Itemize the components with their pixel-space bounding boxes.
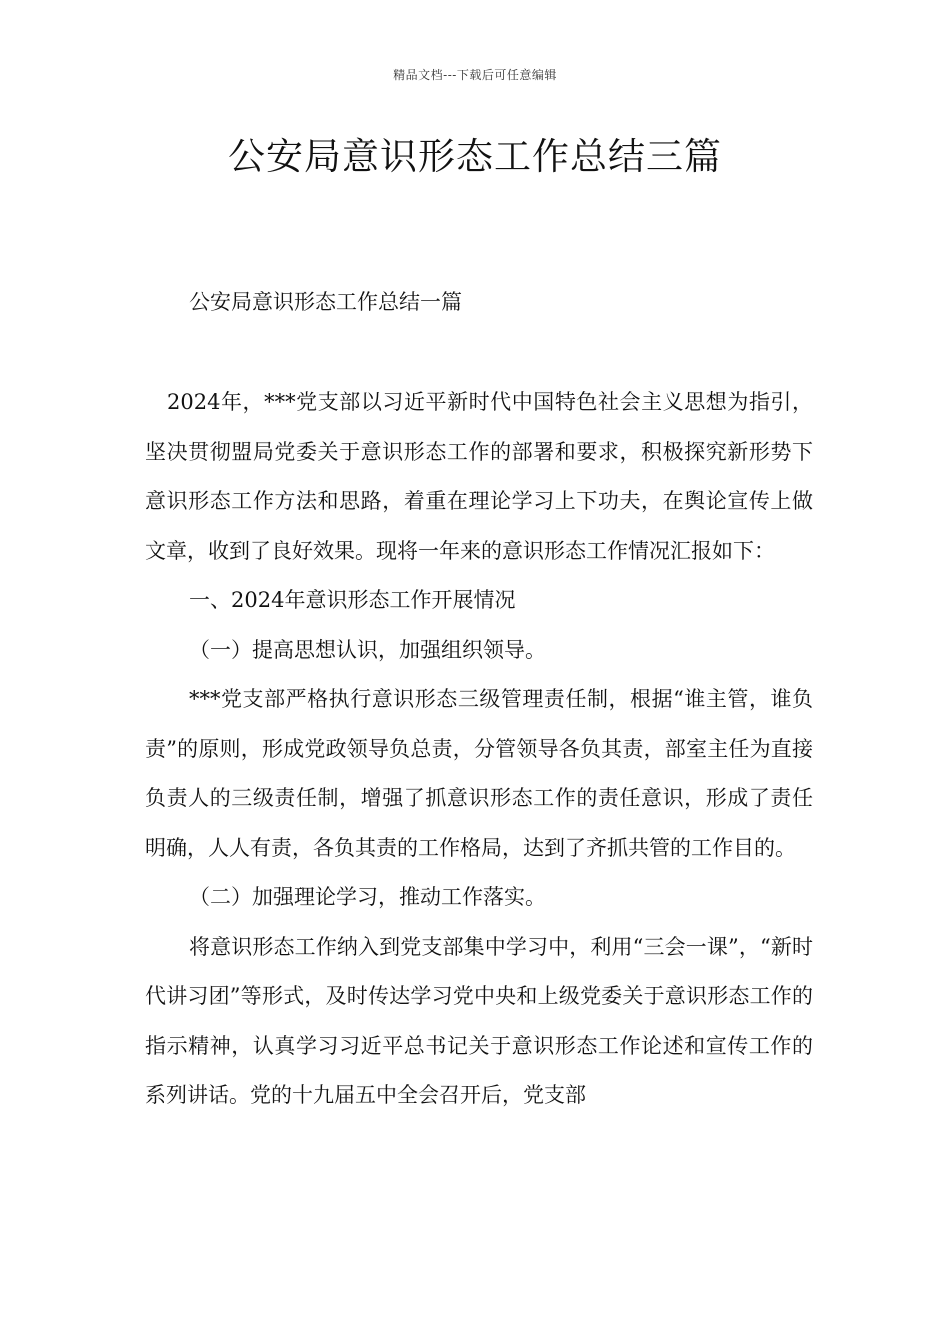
paragraph-responsibility: ***党支部严格执行意识形态三级管理责任制，根据“谁主管，谁负责”的原则，形成党政领导负总责，分管领导各负其责，部室主任为直接负责人的三级责任制，增强了抓意识形态工作的责任意识，形成了责任明确，人人有责，各负其责的工作格局，达到了齐抓共管的工作目的。 bbox=[145, 687, 813, 860]
subsection-heading-2: （二）加强理论学习，推动工作落实。 bbox=[189, 885, 546, 909]
document-body bbox=[145, 378, 813, 1121]
document-title: 公安局意识形态工作总结三篇 bbox=[228, 135, 722, 178]
section-subtitle: 公安局意识形态工作总结一篇 bbox=[189, 290, 462, 314]
section-heading-1: 一、2024年意识形态工作开展情况 bbox=[189, 588, 516, 612]
page-header-note: 精品文档---下载后可任意编辑 bbox=[393, 68, 557, 82]
paragraph-intro: 2024年，***党支部以习近平新时代中国特色社会主义思想为指引，坚决贯彻盟局党委关于意识形态工作的部署和要求，积极探究新形势下意识形态工作方法和思路，着重在理论学习上下功夫，在舆论宣传上做文章，收到了良好效果。现将一年来的意识形态工作情况汇报如下： bbox=[145, 390, 813, 563]
subsection-heading-1: （一）提高思想认识，加强组织领导。 bbox=[189, 637, 546, 662]
paragraph-study: 将意识形态工作纳入到党支部集中学习中，利用“三会一课”，“新时代讲习团”等形式，及时传达学习党中央和上级党委关于意识形态工作的指示精神，认真学习习近平总书记关于意识形态工作论述和宣传工作的系列讲话。党的十九届五中全会召开后，党支部 bbox=[145, 934, 813, 1107]
